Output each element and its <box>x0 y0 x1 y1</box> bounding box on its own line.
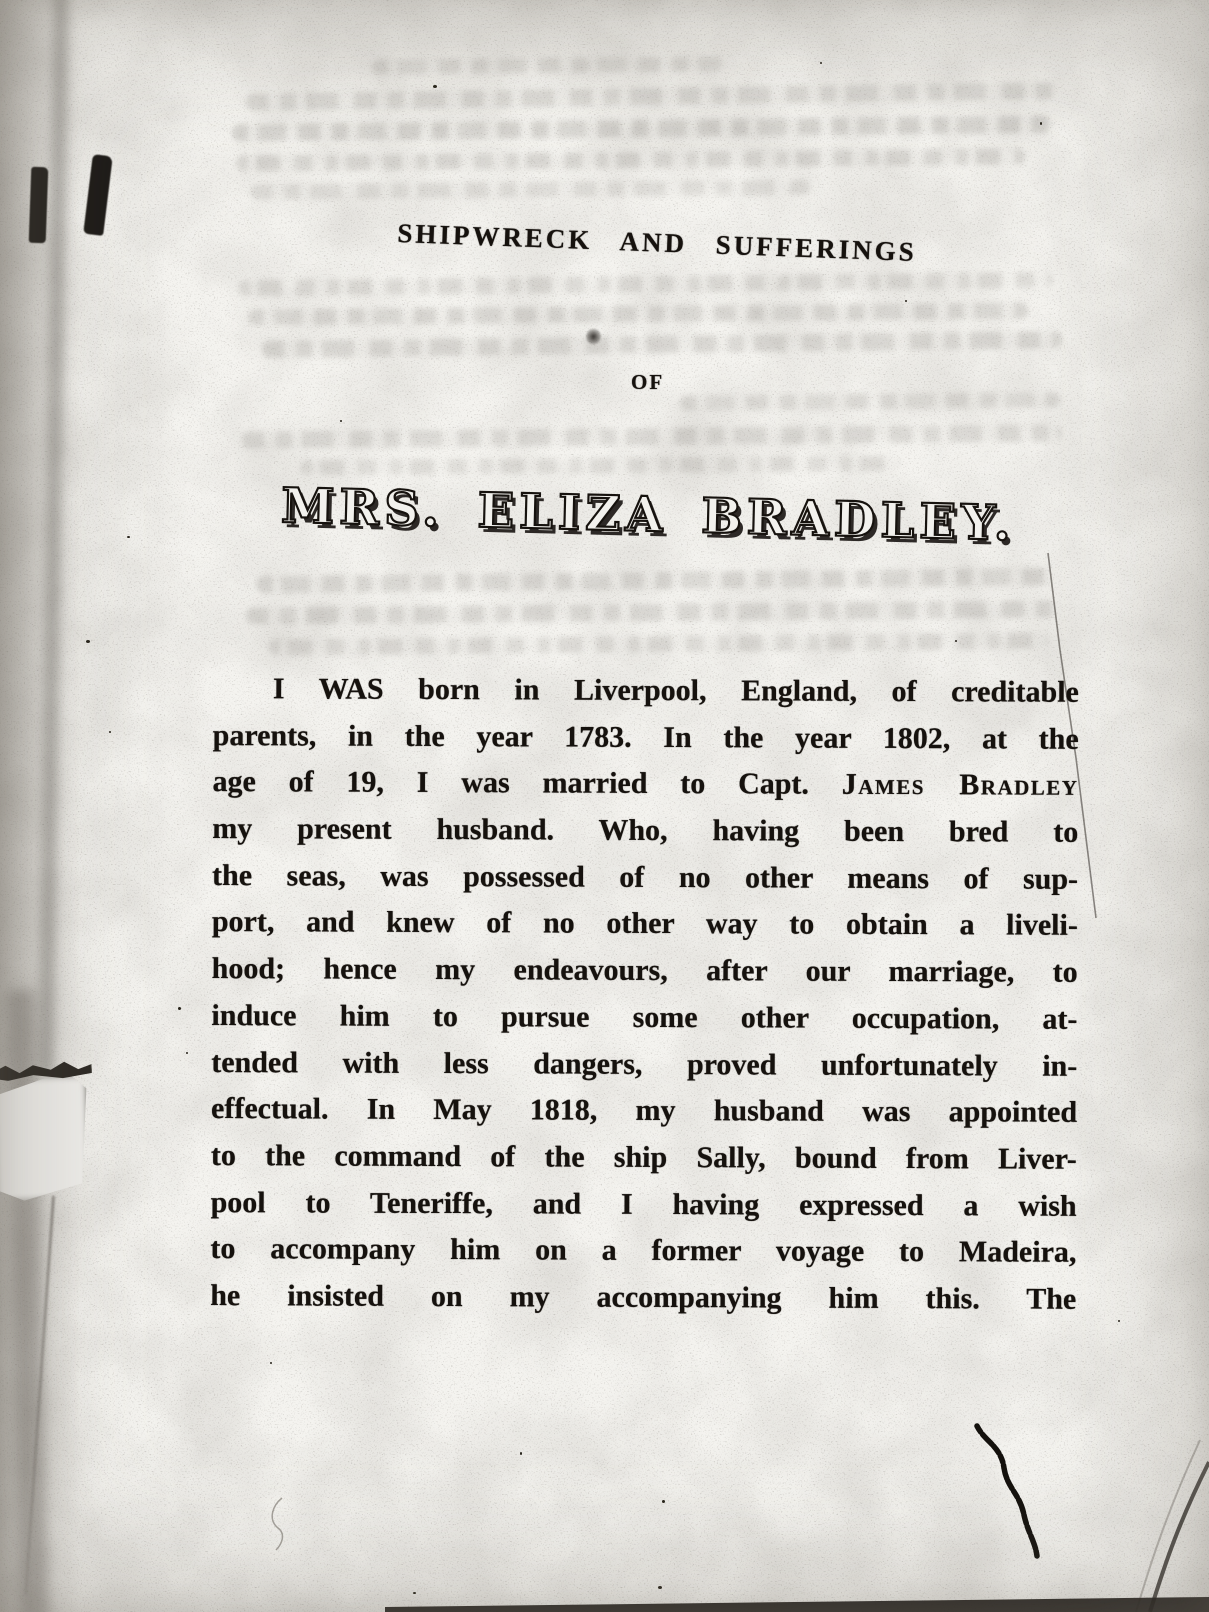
body-line: effectual. In May 1818, my husband was appointed <box>210 1092 1078 1129</box>
body-line: hood; hence my endeavours, after our marriage, to <box>211 952 1078 989</box>
body-line: pool to Teneriffe, and I having expressed a wish <box>210 1185 1077 1223</box>
body-line: I WAS born in Liverpool, England, of creditable <box>272 672 1079 709</box>
body-line: age of 19, I was married to Capt. James Bradley <box>212 765 1079 803</box>
body-text <box>210 666 1079 1323</box>
body-line: to the command of the ship Sally, bound from Liver- <box>210 1138 1077 1176</box>
body-line: tended with less dangers, proved unfortunately in- <box>211 1045 1078 1083</box>
body-line: induce him to pursue some other occupation, at- <box>211 998 1078 1036</box>
body-line: my present husband. Who, having been bred to <box>212 812 1079 849</box>
body-line: to accompany him on a former voyage to Madeira, <box>210 1232 1077 1270</box>
of-label: OF <box>631 370 665 394</box>
body-line: the seas, was possessed of no other means of sup- <box>212 858 1079 896</box>
body-line: port, and knew of no other way to obtain a liveli- <box>211 905 1078 943</box>
main-title: MRS. ELIZA BRADLEY. <box>280 478 1017 552</box>
body-line: he insisted on my accompanying him this. The <box>210 1278 1077 1316</box>
body-line: parents, in the year 1783. In the year 1802, at the <box>212 718 1079 756</box>
page-title: SHIPWRECK AND SUFFERINGS <box>396 218 918 268</box>
